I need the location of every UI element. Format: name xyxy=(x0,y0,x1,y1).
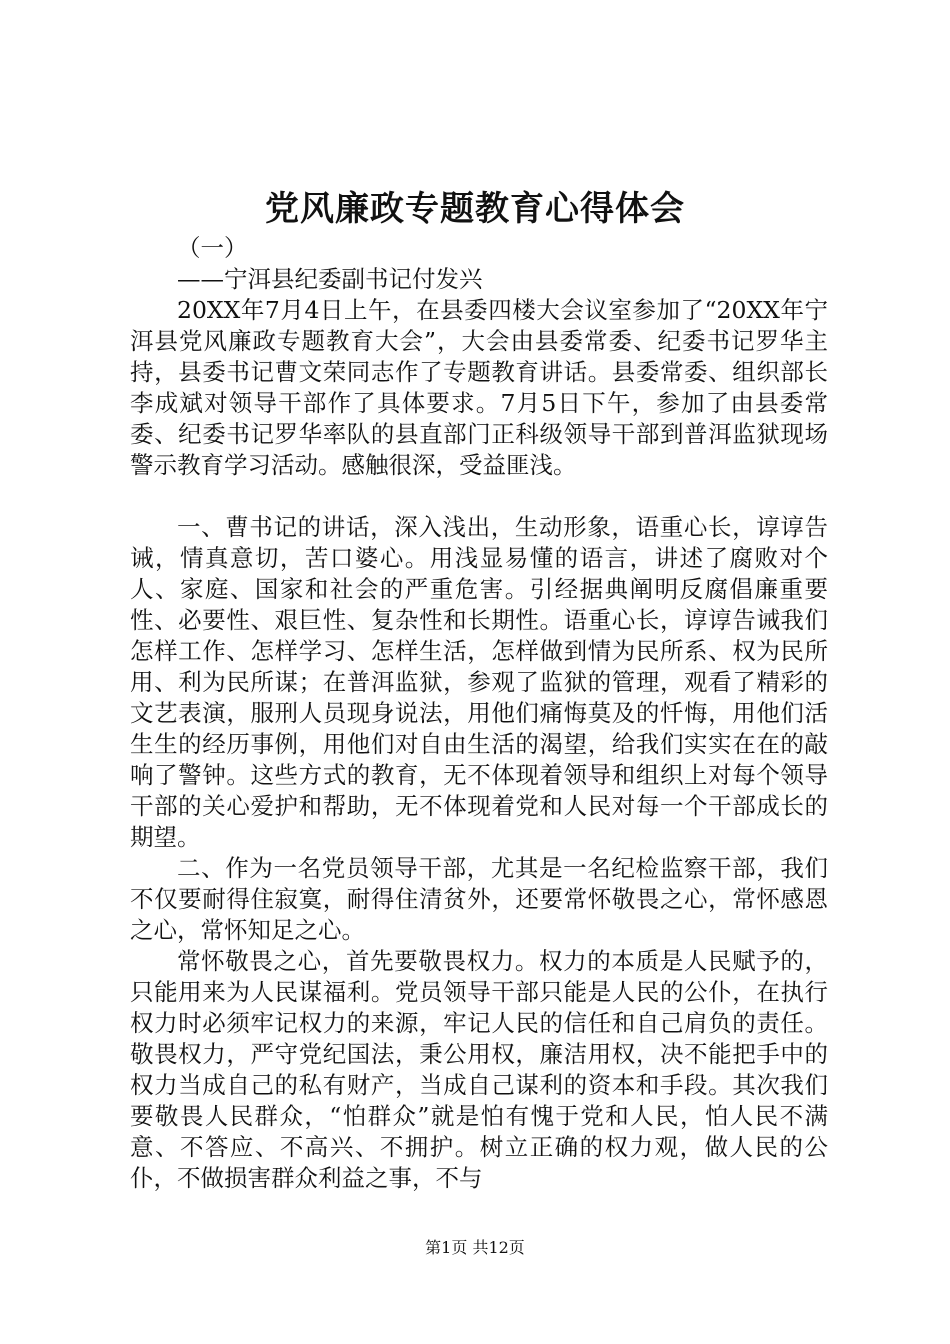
author-line: ——宁洱县纪委副书记付发兴 xyxy=(177,265,483,293)
paragraph-section-two: 二、作为一名党员领导干部，尤其是一名纪检监察干部，我们不仅要耐得住寂寞，耐得住清贫外，还要常怀敬畏之心，常怀感恩之心，常怀知足之心。 xyxy=(130,854,828,944)
subheading: （一） xyxy=(177,234,248,262)
paragraph-section-one: 一、曹书记的讲话，深入浅出，生动形象，语重心长，谆谆告诫，情真意切，苦口婆心。用浅显易懂的语言，讲述了腐败对个人、家庭、国家和社会的严重危害。引经据典阐明反腐倡廉重要性、必要性、艰巨性、复杂性和长期性。语重心长，谆谆告诫我们怎样工作、怎样学习、怎样生活，怎样做到情为民所系、权为民所用、利为民所谋；在普洱监狱，参观了监狱的管理，观看了精彩的文艺表演，服刑人员现身说法，用他们痛悔莫及的忏悔，用他们活生生的经历事例，用他们对自由生活的渴望，给我们实实在在的敲响了警钟。这些方式的教育，无不体现着领导和组织上对每个领导干部的关心爱护和帮助，无不体现着党和人民对每一个干部成长的期望。 xyxy=(130,513,828,851)
document-title: 党风廉政专题教育心得体会 xyxy=(265,189,685,229)
document-body xyxy=(130,233,828,1194)
paragraph-reverence: 常怀敬畏之心，首先要敬畏权力。权力的本质是人民赋予的，只能用来为人民谋福利。党员领导干部只能是人民的公仆，在执行权力时必须牢记权力的来源，牢记人民的信任和自己肩负的责任。敬畏权力，严守党纪国法，秉公用权，廉洁用权，决不能把手中的权力当成自己的私有财产，当成自己谋利的资本和手段。其次我们要敬畏人民群众，“怕群众”就是怕有愧于党和人民，怕人民不满意、不答应、不高兴、不拥护。树立正确的权力观，做人民的公仆，不做损害群众利益之事，不与 xyxy=(130,947,828,1192)
paragraph-intro: 20XX年7月4日上午，在县委四楼大会议室参加了“20XX年宁洱县党风廉政专题教育大会”，大会由县委常委、纪委书记罗华主持，县委书记曹文荣同志作了专题教育讲话。县委常委、组织部长李成斌对领导干部作了具体要求。7月5日下午，参加了由县委常委、纪委书记罗华率队的县直部门正科级领导干部到普洱监狱现场警示教育学习活动。感触很深，受益匪浅。 xyxy=(130,296,828,479)
page-number-footer: 第1页 共12页 xyxy=(425,1238,525,1257)
